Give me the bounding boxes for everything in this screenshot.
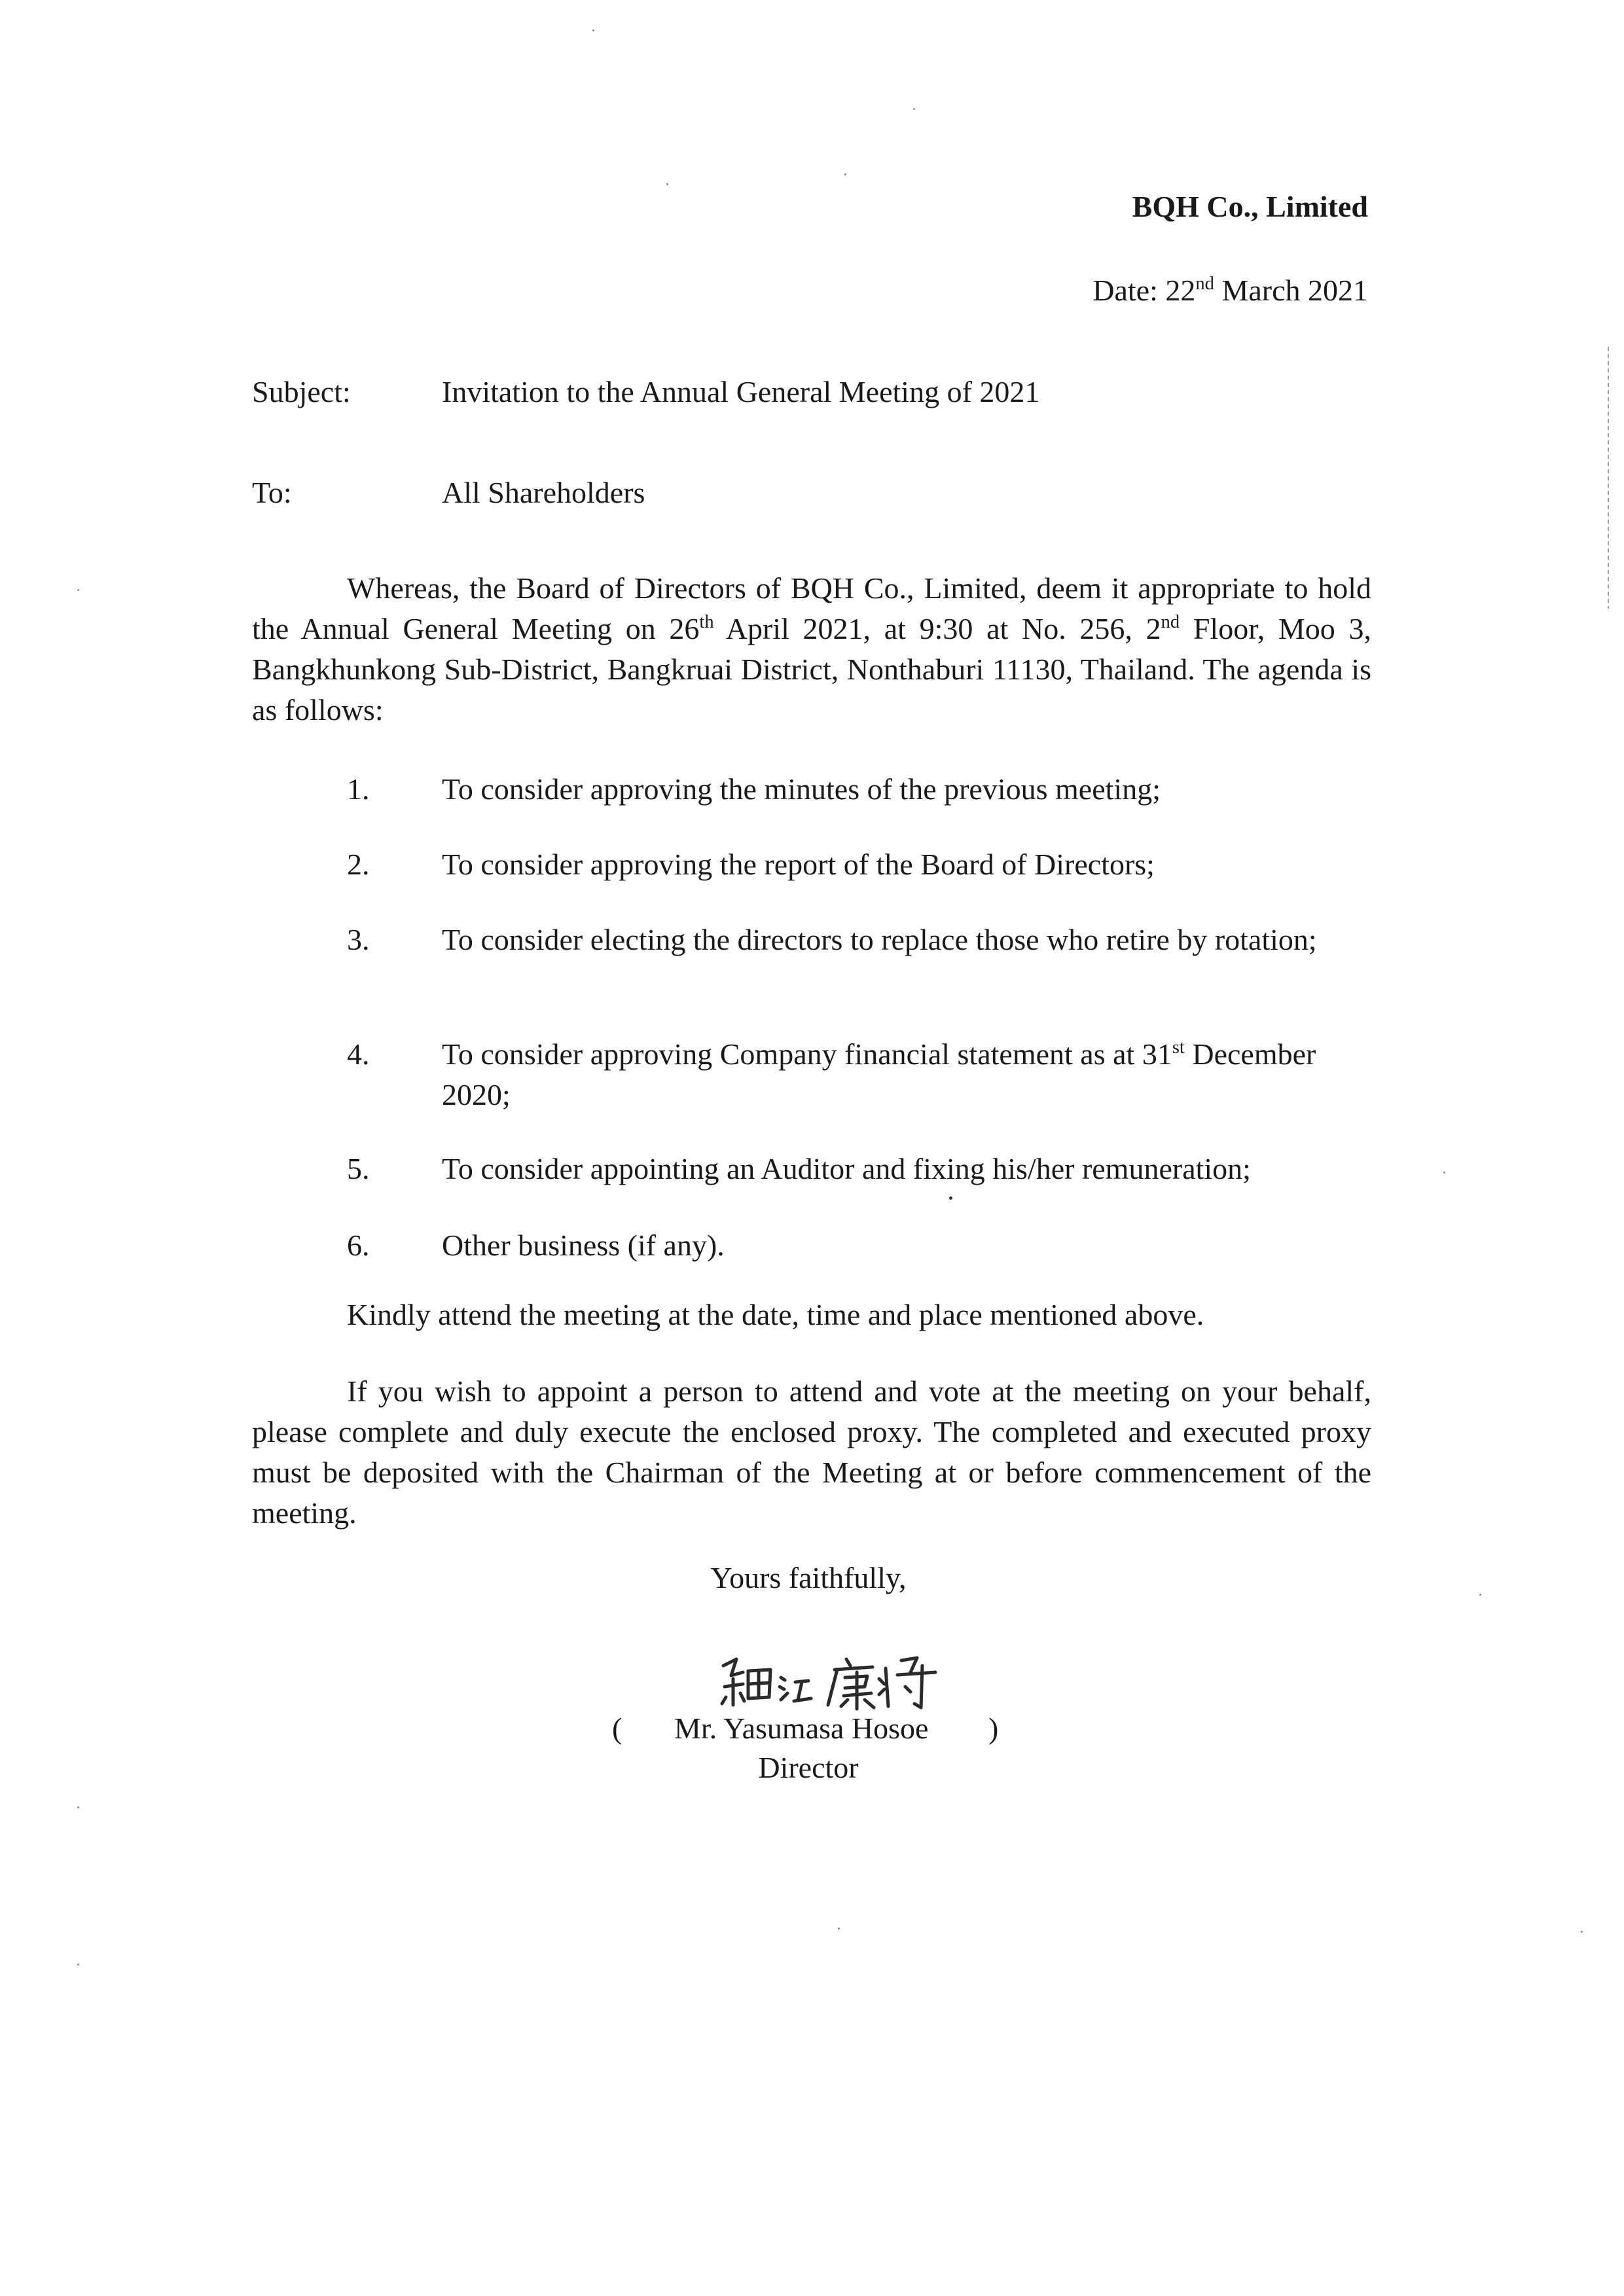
scan-speck [949, 1196, 952, 1200]
scan-speck [913, 108, 915, 110]
company-name: BQH Co., Limited [1132, 190, 1368, 223]
agenda-text: Other business (if any). [442, 1229, 725, 1262]
scan-speck [592, 29, 594, 31]
scan-speck [1581, 1931, 1583, 1933]
attend-paragraph: Kindly attend the meeting at the date, time and place mentioned above. [347, 1298, 1204, 1331]
scan-speck [838, 1928, 840, 1929]
scan-speck [844, 173, 846, 175]
handwritten-signature [717, 1646, 946, 1712]
proxy-paragraph: If you wish to appoint a person to attend and vote at the meeting on your behalf, please complete and duly execute the enclosed proxy. The completed and executed proxy must be deposited with the Chairman of the Meeting at or before commencement of the meeting. [252, 1374, 1371, 1530]
scan-speck [77, 1964, 79, 1965]
closing-salutation: Yours faithfully, [710, 1561, 907, 1594]
agenda-number: 4. [347, 1037, 370, 1071]
agenda-text: To consider electing the directors to replace those who retire by rotation; [442, 923, 1317, 956]
agenda-text: To consider approving Company financial statement as at 31st December 2020; [442, 1037, 1316, 1112]
scan-edge-mark [1608, 347, 1609, 609]
scan-speck [1443, 1172, 1445, 1174]
agenda-number: 5. [347, 1152, 370, 1185]
scan-speck [77, 1806, 79, 1808]
agenda-number: 6. [347, 1229, 370, 1262]
letter-date: Date: 22nd March 2021 [1092, 273, 1368, 307]
to-value: All Shareholders [442, 476, 645, 509]
open-paren: ( [612, 1712, 623, 1745]
agenda-number: 1. [347, 772, 370, 806]
agenda-text: To consider approving the report of the Board of Directors; [442, 848, 1155, 881]
signatory-name: Mr. Yasumasa Hosoe [674, 1712, 929, 1745]
close-paren: ) [988, 1712, 999, 1745]
subject-label: Subject: [252, 375, 351, 408]
signatory-name-line [612, 1708, 1031, 1749]
agenda-number: 2. [347, 848, 370, 881]
scan-speck [1479, 1594, 1481, 1596]
agenda-number: 3. [347, 923, 370, 956]
signatory-title: Director [758, 1751, 859, 1784]
scan-speck [77, 589, 79, 591]
to-label: To: [252, 476, 292, 509]
subject-value: Invitation to the Annual General Meeting of 2021 [442, 375, 1040, 408]
agenda-text: To consider approving the minutes of the previous meeting; [442, 772, 1161, 806]
agenda-text: To consider appointing an Auditor and fixing his/her remuneration; [442, 1152, 1251, 1185]
intro-paragraph: Whereas, the Board of Directors of BQH Co., Limited, deem it appropriate to hold the Annual General Meeting on 26th April 2021, at 9:30 at No. 256, 2nd Floor, Moo 3, Bangkhunkong Sub-District, Bangkruai District, Nonthaburi 11130, Thailand. The agenda is as follows: [252, 571, 1371, 727]
scan-speck [666, 183, 668, 185]
